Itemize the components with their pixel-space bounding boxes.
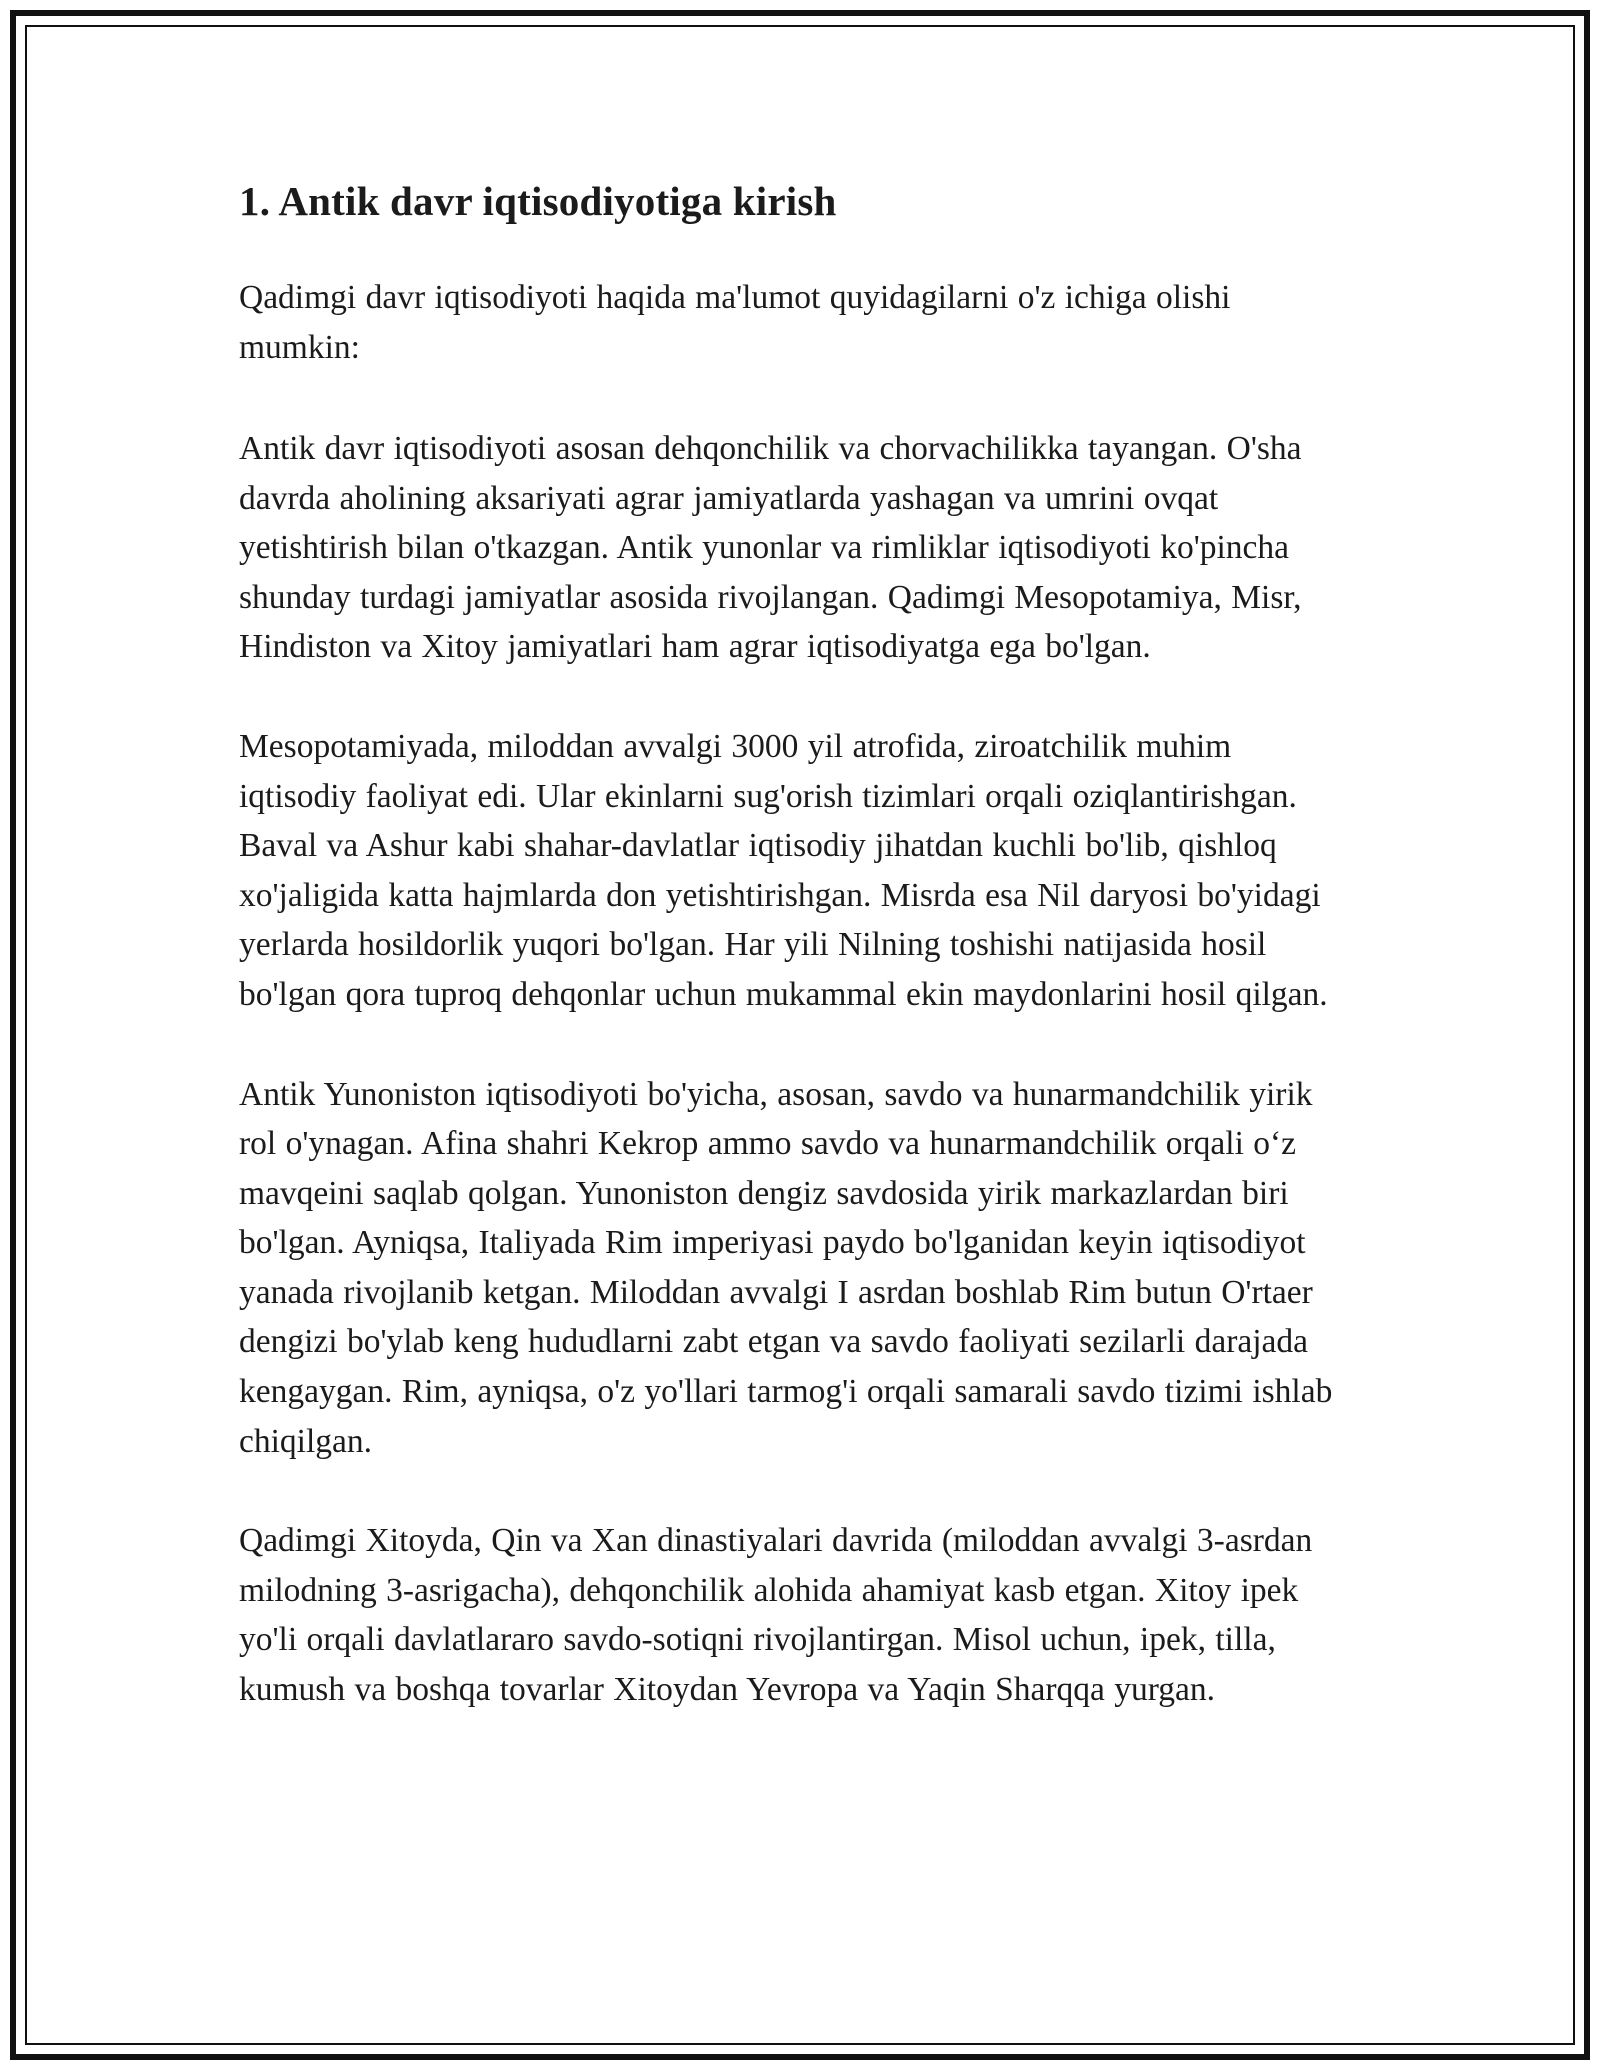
page-outer-border: [10, 10, 1590, 2060]
page-content: [27, 27, 1573, 1714]
paragraph-greece-rome: Antik Yunoniston iqtisodiyoti bo'yicha, asosan, savdo va hunarmandchilik yirik rol o'ynagan. Afina shahri Kekrop ammo savdo va hunarmandchilik orqali oʻz mavqeini saqlab qolgan. Yunoniston dengiz savdosida yirik markazlardan biri bo'lgan. Ayniqsa, Italiyada Rim imperiyasi paydo bo'lganidan keyin iqtisodiyot yanada rivojlanib ketgan. Miloddan avvalgi I asrdan boshlab Rim butun O'rtaer dengizi bo'ylab keng hududlarni zabt etgan va savdo faoliyati sezilarli darajada kengaygan. Rim, ayniqsa, o'z yo'llari tarmog'i orqali samarali savdo tizimi ishlab chiqilgan.: [239, 1075, 1333, 1460]
paragraph-intro: Qadimgi davr iqtisodiyoti haqida ma'lumot quyidagilarni o'z ichiga olishi mumkin:: [239, 279, 1231, 366]
page-inner-border: [25, 25, 1575, 2045]
paragraph-mesopotamia-egypt: Mesopotamiyada, miloddan avvalgi 3000 yil atrofida, ziroatchilik muhim iqtisodiy faoliyat edi. Ular ekinlarni sug'orish tizimlari orqali oziqlantirishgan. Baval va Ashur kabi shahar-davlatlar iqtisodiy jihatdan kuchli bo'lib, qishloq xo'jaligida katta hajmlarda don yetishtirishgan. Misrda esa Nil daryosi bo'yidagi yerlarda hosildorlik yuqori bo'lgan. Har yili Nilning toshishi natijasida hosil bo'lgan qora tuproq dehqonlar uchun mukammal ekin maydonlarini hosil qilgan.: [239, 728, 1328, 1013]
paragraph-ancient-china: Qadimgi Xitoyda, Qin va Xan dinastiyalari davrida (miloddan avvalgi 3-asrdan milodning 3-asrigacha), dehqonchilik alohida ahamiyat kasb etgan. Xitoy ipek yo'li orqali davlatlararo savdo-sotiqni rivojlantirgan. Misol uchun, ipek, tilla, kumush va boshqa tovarlar Xitoydan Yevropa va Yaqin Sharqqa yurgan.: [239, 1522, 1313, 1708]
paragraph-agrarian-economy: Antik davr iqtisodiyoti asosan dehqonchilik va chorvachilikka tayangan. O'sha davrda aholining aksariyati agrar jamiyatlarda yashagan va umrini ovqat yetishtirish bilan o'tkazgan. Antik yunonlar va rimliklar iqtisodiyoti ko'pincha shunday turdagi jamiyatlar asosida rivojlangan. Qadimgi Mesopotamiya, Misr, Hindiston va Xitoy jamiyatlari ham agrar iqtisodiyatga ega bo'lgan.: [239, 430, 1302, 666]
section-heading: 1. Antik davr iqtisodiyotiga kirish: [239, 178, 837, 224]
